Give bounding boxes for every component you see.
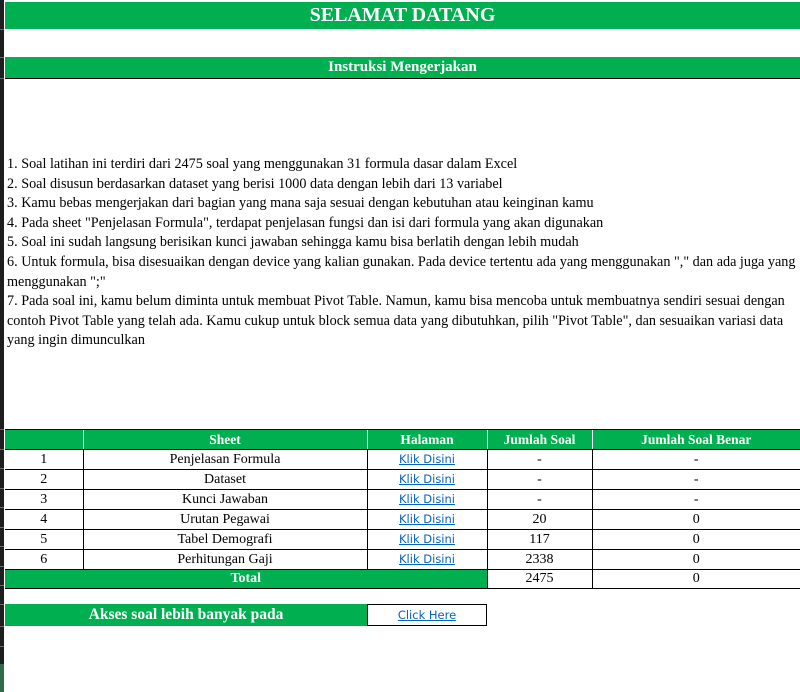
row-divider <box>0 429 4 430</box>
jumlah-soal: - <box>487 470 592 490</box>
table-row <box>5 470 800 490</box>
total-label: Total <box>5 570 487 589</box>
instructions-heading: Instruksi Mengerjakan <box>5 57 800 79</box>
sheet-summary-table <box>5 429 800 589</box>
jumlah-soal-benar: 0 <box>592 510 800 530</box>
sheet-name: Penjelasan Formula <box>83 450 367 470</box>
row-divider <box>0 527 4 528</box>
instructions-list <box>7 155 799 351</box>
sheet-name: Dataset <box>83 470 367 490</box>
row-divider <box>0 546 4 547</box>
row-number: 5 <box>5 530 83 550</box>
selected-row-indicator <box>0 664 4 692</box>
instruction-item: 5. Soal ini sudah langsung berisikan kunci jawaban sehingga kamu bisa berlatih dengan lebih mudah <box>7 234 579 251</box>
table-row <box>5 450 800 470</box>
jumlah-soal: - <box>487 490 592 510</box>
row-divider <box>0 57 4 58</box>
row-divider <box>0 449 4 450</box>
sheet-name: Tabel Demografi <box>83 530 367 550</box>
row-divider <box>0 29 4 30</box>
header-sheet: Sheet <box>83 430 367 450</box>
jumlah-soal-benar: - <box>592 450 800 470</box>
row-divider <box>0 488 4 489</box>
click-here-link[interactable]: Click Here <box>397 608 457 622</box>
total-jumlah-soal: 2475 <box>487 570 592 589</box>
instruction-item: 6. Untuk formula, bisa disesuaikan dengan device yang kalian gunakan. Pada device tertentu ada yang menggunakan "," dan ada juga yang menggunakan ";" <box>7 253 796 290</box>
header-halaman: Halaman <box>367 430 487 450</box>
jumlah-soal-benar: - <box>592 490 800 510</box>
instruction-item: 3. Kamu bebas mengerjakan dari bagian yang mana saja sesuai dengan kebutuhan atau keinginan kamu <box>7 195 594 212</box>
klik-disini-link[interactable]: Klik Disini <box>399 452 455 466</box>
halaman-cell <box>367 550 487 570</box>
row-divider <box>0 78 4 79</box>
klik-disini-link[interactable]: Klik Disini <box>399 552 455 566</box>
row-divider <box>0 626 4 627</box>
halaman-cell <box>367 450 487 470</box>
row-divider <box>0 507 4 508</box>
jumlah-soal-benar: - <box>592 470 800 490</box>
klik-disini-link[interactable]: Klik Disini <box>399 532 455 546</box>
instruction-item: 7. Pada soal ini, kamu belum diminta untuk membuat Pivot Table. Namun, kamu bisa mencoba untuk membuatnya sendiri sesuai dengan contoh Pivot Table yang telah ada. Kamu cukup untuk block semua data yang dibutuhkan, pilih "Pivot Table", dan sesuaikan variasi data yang ingin dimunculkan <box>7 293 785 349</box>
row-number: 3 <box>5 490 83 510</box>
halaman-cell <box>367 490 487 510</box>
row-divider <box>0 604 4 605</box>
halaman-cell <box>367 530 487 550</box>
instruction-item: 4. Pada sheet "Penjelasan Formula", terdapat penjelasan fungsi dan isi dari formula yang akan digunakan <box>7 214 604 231</box>
halaman-cell <box>367 470 487 490</box>
table-row <box>5 530 800 550</box>
row-number: 6 <box>5 550 83 570</box>
table-row <box>5 550 800 570</box>
row-number: 2 <box>5 470 83 490</box>
spreadsheet-sheet <box>5 0 800 692</box>
table-header-row <box>5 430 800 450</box>
total-row <box>5 570 800 589</box>
row-divider <box>0 646 4 647</box>
sheet-name: Kunci Jawaban <box>83 490 367 510</box>
header-no <box>5 430 83 450</box>
jumlah-soal-benar: 0 <box>592 550 800 570</box>
row-number: 4 <box>5 510 83 530</box>
halaman-cell <box>367 510 487 530</box>
klik-disini-link[interactable]: Klik Disini <box>399 492 455 506</box>
table-row <box>5 490 800 510</box>
row-divider <box>0 468 4 469</box>
row-number: 1 <box>5 450 83 470</box>
sheet-name: Urutan Pegawai <box>83 510 367 530</box>
welcome-title: SELAMAT DATANG <box>5 2 800 29</box>
jumlah-soal: 20 <box>487 510 592 530</box>
header-jumlah-soal: Jumlah Soal <box>487 430 592 450</box>
jumlah-soal: 2338 <box>487 550 592 570</box>
klik-disini-link[interactable]: Klik Disini <box>399 472 455 486</box>
instruction-item: 1. Soal latihan ini terdiri dari 2475 soal yang menggunakan 31 formula dasar dalam Excel <box>7 156 518 172</box>
instruction-item: 2. Soal disusun berdasarkan dataset yang berisi 1000 data dengan lebih dari 13 variabel <box>7 175 503 192</box>
row-divider <box>0 566 4 567</box>
klik-disini-link[interactable]: Klik Disini <box>399 512 455 526</box>
row-divider <box>0 585 4 586</box>
row-header-strip <box>0 0 4 692</box>
jumlah-soal: 117 <box>487 530 592 550</box>
jumlah-soal-benar: 0 <box>592 530 800 550</box>
table-row <box>5 510 800 530</box>
header-jumlah-soal-benar: Jumlah Soal Benar <box>592 430 800 450</box>
sheet-name: Perhitungan Gaji <box>83 550 367 570</box>
total-jumlah-soal-benar: 0 <box>592 570 800 589</box>
jumlah-soal: - <box>487 450 592 470</box>
access-more-label: Akses soal lebih banyak pada <box>5 604 367 626</box>
access-link-cell <box>367 604 487 626</box>
